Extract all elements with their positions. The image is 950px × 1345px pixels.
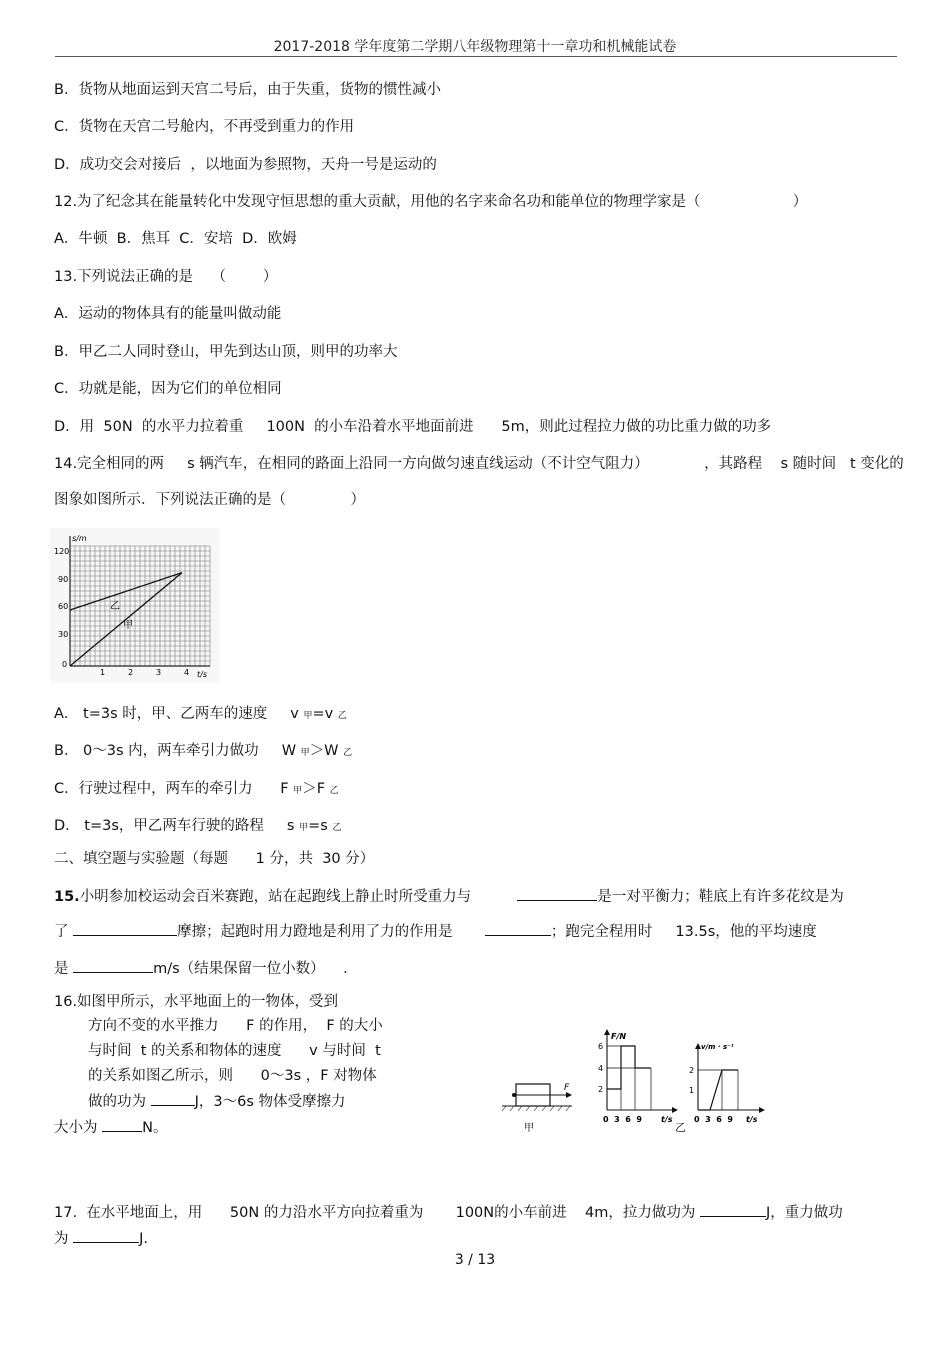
section-2-title: 二、填空题与实验题（每题 1 分，共 30 分） [54,851,375,867]
ft-ytick-6: 6 [598,1042,604,1051]
ft-line [607,1046,651,1089]
q14-option-a: A． t=3s 时，甲、乙两车的速度 v 甲=v 乙 [54,706,347,722]
vt-ylabel: v/m · s⁻¹ [701,1043,734,1051]
vt-line [698,1070,738,1110]
q14-ytick-60: 60 [58,602,69,611]
q14-ytick-0: 0 [62,660,68,669]
q11-option-d: D．成功交会对接后 ，以地面为参照物，天舟一号是运动的 [54,157,437,173]
q13-option-d: D．用 50N 的水平力拉着重 100N 的小车沿着水平地面前进 5m，则此过程拉力做的功比重力做的功多 [54,419,772,435]
q16-line1: 16.如图甲所示，水平地面上的一物体，受到 [54,994,339,1010]
q17-line2: 为 J. [54,1228,148,1249]
q11-option-c: C．货物在天宫二号舱内，不再受到重力的作用 [54,119,355,135]
header-divider [55,56,897,57]
q14-option-b: B． 0～3s 内，两车牵引力做功 W 甲＞W 乙 [54,743,353,759]
vt-guides [698,1070,738,1110]
vt-ytick-2: 2 [689,1066,695,1075]
q14-ytick-30: 30 [58,630,69,639]
q16-blank-2[interactable] [102,1117,142,1132]
q13-option-b: B．甲乙二人同时登山，甲先到达山顶，则甲的功率大 [54,344,398,360]
q14-xtick-1: 1 [100,668,106,677]
q14-stem-line1: 14.完全相同的两 s 辆汽车，在相同的路面上沿同一方向做匀速直线运动（不计空气阻力） ，其路程 s 随时间 t 变化的 [54,456,904,472]
ft-ytick-2: 2 [598,1085,604,1094]
q15-blank-1[interactable] [517,886,597,901]
caption-jia: 甲 [524,1123,534,1134]
q14-label-jia: 甲 [123,620,133,631]
q16-figure-jia [500,1075,580,1135]
q14-option-d: D． t=3s，甲乙两车行驶的路程 s 甲=s 乙 [54,818,342,834]
q16-line6: 大小为 N。 [54,1117,167,1138]
page-header: 2017-2018 学年度第二学期八年级物理第十一章功和机械能试卷 [273,39,677,55]
q13-option-a: A．运动的物体具有的能量叫做动能 [54,306,282,322]
q16-ft-graph [593,1028,685,1130]
q16-caption-yi: 乙 [675,1121,686,1134]
vt-ytick-1: 1 [689,1086,695,1095]
q15-line3: 是 m/s（结果保留一位小数） . [54,958,348,979]
q15-blank-2[interactable] [73,921,177,936]
q14-st-graph [50,528,220,683]
q15-line1: 15.小明参加校运动会百米赛跑，站在起跑线上静止时所受重力与 是一对平衡力；鞋底上有许多花纹是为 [54,886,844,907]
q14-label-yi: 乙 [110,601,120,612]
ft-ytick-4: 4 [598,1064,604,1073]
q15-blank-4[interactable] [73,958,153,973]
q13-option-c: C．功就是能，因为它们的单位相同 [54,381,282,397]
q11-option-b: B．货物从地面运到天宫二号后，由于失重，货物的惯性减小 [54,82,441,98]
q14-xtick-3: 3 [156,668,162,677]
ft-xticks: 0 3 6 9 [603,1115,642,1124]
q12-stem: 12.为了纪念其在能量转化中发现守恒思想的重大贡献，用他的名字来命名功和能单位的物理学家是（ ） [54,194,808,210]
q14-ylabel: s/m [72,534,87,543]
q16-line2: 方向不变的水平推力 F 的作用， F 的大小 [88,1018,383,1034]
ft-xunit: t/s [661,1115,673,1124]
q15-blank-3[interactable] [485,921,551,936]
ground-hatch [502,1106,570,1111]
force-label: F [564,1083,570,1093]
q14-option-c: C．行驶过程中，两车的牵引力 F 甲＞F 乙 [54,781,339,797]
q14-ytick-120: 120 [54,547,70,556]
q16-line3: 与时间 t 的关系和物体的速度 v 与时间 t [88,1043,381,1059]
ft-dashed-guides [607,1046,651,1110]
q14-xtick-4: 4 [184,668,190,677]
ft-ylabel: F/N [611,1032,627,1041]
q12-options: A．牛顿 B．焦耳 C．安培 D．欧姆 [54,231,297,247]
q16-line5: 做的功为 J，3～6s 物体受摩擦力 [88,1091,346,1112]
q14-xtick-2: 2 [128,668,134,677]
vt-xunit: t/s [746,1115,758,1124]
q14-stem-line2: 图象如图所示．下列说法正确的是（ ） [54,492,366,508]
q13-stem: 13.下列说法正确的是 （ ） [54,269,278,285]
q16-line4: 的关系如图乙所示，则 0～3s ，F 对物体 [88,1068,377,1084]
q17-blank-1[interactable] [700,1202,766,1217]
q14-ytick-90: 90 [58,575,69,584]
vt-xticks: 0 3 6 9 [694,1115,733,1124]
q16-vt-graph [686,1040,770,1130]
q16-blank-1[interactable] [151,1091,195,1106]
q17-line1: 17. 在水平地面上，用 50N 的力沿水平方向拉着重为 100N的小车前进 4m，拉力做功为 J，重力做功 [54,1202,843,1223]
q14-xlabel: t/s [197,670,207,679]
q17-blank-2[interactable] [73,1228,139,1243]
q15-line2: 了 摩擦；起跑时用力蹬地是利用了力的作用是 ；跑完全程用时 13.5s，他的平均速度 [54,921,817,942]
page-number: 3 / 13 [454,1252,496,1268]
